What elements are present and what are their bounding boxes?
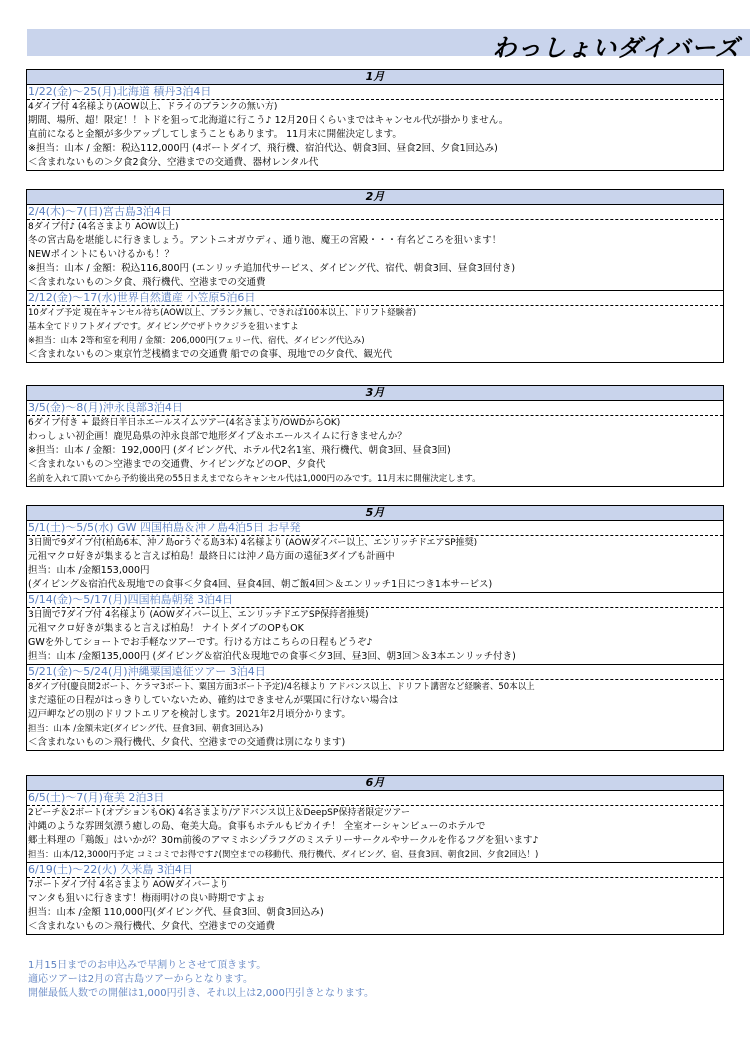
trip-detail: 元祖マクロ好きが集まると言えば柏島！最終日には沖ノ島方面の遠征3ダイブも計画中 xyxy=(28,551,395,562)
trip-detail: ＜含まれないもの＞飛行機代、夕食代、空港までの交通費 xyxy=(28,921,276,932)
trip-detail: 直前になると金額が多少アップしてしまうこともあります。 11月末に開催決定します。 xyxy=(28,129,402,140)
trip-detail: 7ボートダイブ付 4名さまより AOWダイバーより xyxy=(28,880,229,890)
month-header: 3月 xyxy=(27,386,723,401)
trip-detail: 3日間で7ダイブ付 4名様より (AOWダイバー以上、エンリッチドエアSP保持者推奨) xyxy=(28,610,369,620)
trip-detail: 担当：山本 /金額未定(ダイビング代、昼食3回、朝食3回込み) xyxy=(28,724,264,734)
brand-title: わっしょいダイバーズ xyxy=(492,34,740,62)
trip-detail: ＜含まれないもの＞夕食2食分、空港までの交通費、器材レンタル代 xyxy=(28,157,319,168)
trip-detail: 名前を入れて頂いてから予約後出発の55日まえまでならキャンセル代は1,000円のみです。11月末に開催決定します。 xyxy=(28,474,481,484)
month-section-mar xyxy=(26,385,724,487)
trip-title: 5/14(金)～5/17(月)四国柏島朝発 3泊4日 xyxy=(27,592,723,608)
month-header: 5月 xyxy=(27,506,723,521)
trip-detail: ※担当：山本 / 金額：192,000円 (ダイビング代、ホテル代2名1室、飛行機代、朝食3回、昼食3回) xyxy=(28,445,451,456)
trip-title: 6/19(土)～22(火) 久米島 3泊4日 xyxy=(27,862,723,878)
trip-title: 5/21(金)～5/24(月)沖縄粟国遠征ツアー 3泊4日 xyxy=(27,664,723,680)
trip-detail: 沖縄のような雰囲気漂う癒しの島、奄美大島。食事もホテルもピカイチ！ 全室オーシャンビューのホテルで xyxy=(28,821,486,832)
trip-detail: NEWポイントにもいけるかも！？ xyxy=(28,249,175,260)
month-section-jun xyxy=(26,775,724,935)
footnote-line: 開催最低人数での開催は1,000円引き、それ以上は2,000円引きとなります。 xyxy=(28,988,375,999)
month-header: 6月 xyxy=(27,776,723,791)
trip-title: 6/5(土)～7(月)奄美 2泊3日 xyxy=(27,791,723,806)
trip-title: 1/22(金)～25(月)北海道 積丹3泊4日 xyxy=(27,85,723,100)
trip-detail: まだ遠征の日程がはっきりしていないため、確約はできませんが粟国に行けない場合は xyxy=(28,695,399,706)
trip-detail: ＜含まれないもの＞飛行機代、夕食代、空港までの交通費は別になります) xyxy=(28,737,346,748)
month-header: 1月 xyxy=(27,70,723,85)
trip-detail: 基本全てドリフトダイブです。ダイビングでザトウクジラを狙いますよ xyxy=(28,322,299,332)
trip-detail: ※担当：山本 2等和室を利用 / 金額：206,000円(フェリー代、宿代、ダイビング代込み) xyxy=(28,336,365,346)
trip-detail: 担当：山本 /金額153,000円 xyxy=(28,565,150,576)
trip-detail: ＜含まれないもの＞空港までの交通費、ケイビングなどのOP、夕食代 xyxy=(28,459,326,470)
month-header: 2月 xyxy=(27,190,723,205)
trip-detail: 8ダイブ付♪ (4名さまより AOW以上) xyxy=(28,222,179,232)
trip-detail: 冬の宮古島を堪能しに行きましょう。アントニオガウディ、通り池、魔王の宮殿・・・有名どころを狙います！ xyxy=(28,235,502,246)
trip-title: 2/12(金)～17(水)世界自然遺産 小笠原5泊6日 xyxy=(27,290,723,306)
trip-detail: 10ダイブ予定 現在キャンセル待ち(AOW以上、ブランク無し、できれば100本以上、ドリフト経験者) xyxy=(28,308,417,318)
month-section-may xyxy=(26,505,724,751)
footnote-line: 1月15日までのお申込みで早割りとさせて頂きます。 xyxy=(28,960,267,971)
trip-title: 5/1(土)～5/5(水) GW 四国柏島＆沖ノ島4泊5日 お早発 xyxy=(27,521,723,536)
trip-detail: ＜含まれないもの＞東京竹芝桟橋までの交通費 船での食事、現地での夕食代、観光代 xyxy=(28,349,393,360)
month-section-jan xyxy=(26,69,724,171)
footnotes xyxy=(28,959,374,1001)
trip-detail: ※担当：山本 / 金額：税込112,000円 (4ボートダイブ、飛行機、宿泊代込、朝食3回、昼食2回、夕食1回込み) xyxy=(28,143,498,154)
trip-detail: 2ビーチ＆2ボート(オプションもOK) 4名さまより/アドバンス以上＆DeepSP保持者限定ツアー xyxy=(28,808,411,818)
trip-title: 3/5(金)～8(月)沖永良部3泊4日 xyxy=(27,401,723,416)
trip-detail: 担当：山本 /金額 110,000円(ダイビング代、昼食3回、朝食3回込み) xyxy=(28,907,324,918)
trip-detail: 8ダイブ付(慶良間2ボート、ケラマ3ボート、粟国方面3ボート予定)/4名様より アドバンス以上、ドリフト講習など経験者、50本以上 xyxy=(28,682,535,692)
trip-title: 2/4(木)～7(日)宮古島3泊4日 xyxy=(27,205,723,220)
trip-detail: 4ダイブ付 4名様より(AOW以上、ドライのブランクの無い方) xyxy=(28,102,278,112)
trip-detail: 期間、場所、超！限定！！トドを狙って北海道に行こう♪ 12月20日くらいまではキャンセル代が掛かりません。 xyxy=(28,115,509,126)
trip-detail: GWを外してショートでお手軽なツアーです。行ける方はこちらの日程もどうぞ♪ xyxy=(28,637,373,648)
trip-detail: 辺戸岬などの別のドリフトエリアを検討します。2021年2月頃分かります。 xyxy=(28,709,351,720)
trip-detail: わっしょい初企画！鹿児島県の沖永良部で地形ダイブ＆ホエールスイムに行きませんか？ xyxy=(28,431,407,442)
trip-detail: 元祖マクロ好きが集まると言えば柏島！ ナイトダイブのOPもOK xyxy=(28,623,304,634)
footnote-line: 適応ツアーは2月の宮古島ツアーからとなります。 xyxy=(28,974,253,985)
trip-detail: ※担当：山本 / 金額：税込116,800円 (エンリッチ追加代サービス、ダイビング代、宿代、朝食3回、昼食3回付き) xyxy=(28,263,516,274)
trip-detail: ＜含まれないもの＞夕食、飛行機代、空港までの交通費 xyxy=(28,277,266,288)
trip-detail: (ダイビング＆宿泊代＆現地での食事＜夕食4回、昼食4回、朝ご飯4回＞＆エンリッチ1日につき1本サービス) xyxy=(28,579,493,590)
trip-detail: 担当：山本 /金額135,000円 (ダイビング＆宿泊代＆現地での食事＜夕3回、昼3回、朝3回＞＆3本エンリッチ付き) xyxy=(28,651,516,662)
trip-detail: 6ダイブ付き + 最終日半日ホエールスイムツアー(4名さまより/OWDからOK) xyxy=(28,418,341,428)
trip-detail: 郷土料理の「鶏飯」はいかが？30m前後のアマミホシゾラフグのミステリーサークルやサークルを作るフグを狙います♪ xyxy=(28,835,539,846)
month-section-feb xyxy=(26,189,724,363)
trip-detail: マンタも狙いに行きます！梅雨明けの良い時期ですよぉ xyxy=(28,893,266,904)
trip-detail: 3日間で9ダイブ付(柏島6本、沖ノ島orうぐる島3本) 4名様より (AOWダイバー以上、エンリッチドエアSP推奨) xyxy=(28,538,478,548)
trip-detail: 担当：山本/12,3000円予定 コミコミでお得です♪(関空までの移動代、飛行機代、ダイビング、宿、昼食3回、朝食2回、夕食2回込！) xyxy=(28,850,539,860)
